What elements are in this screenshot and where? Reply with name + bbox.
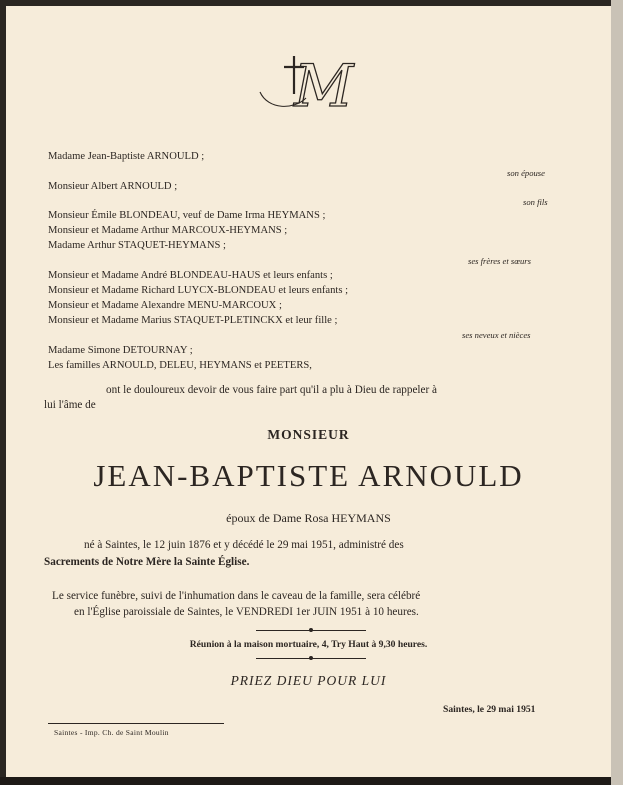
scan-edge-right <box>611 0 623 785</box>
mourner-line: Monsieur et Madame Alexandre MENU-MARCOUX ; <box>48 300 282 311</box>
announcement-text: lui l'âme de <box>44 399 96 411</box>
birth-death-text: né à Saintes, le 12 juin 1876 et y décédé le 29 mai 1951, administré des <box>84 539 404 551</box>
mourner-line: Madame Arthur STAQUET-HEYMANS ; <box>48 240 226 251</box>
mourner-line: Monsieur et Madame Richard LUYCX-BLONDEAU et leurs enfants ; <box>48 285 349 296</box>
place-date: Saintes, le 29 mai 1951 <box>443 704 536 715</box>
mourner-line: Monsieur et Madame André BLONDEAU-HAUS et leurs enfants ; <box>48 270 333 281</box>
service-text: en l'Église paroissiale de Saintes, le VENDREDI 1er JUIN 1951 à 10 heures. <box>74 606 419 618</box>
mourner-line: Monsieur Albert ARNOULD ; <box>48 181 178 192</box>
honorific: MONSIEUR <box>267 427 350 442</box>
scan-edge-bottom <box>0 777 611 785</box>
reunion-text: Réunion à la maison mortuaire, 4, Try Haut à 9,30 heures. <box>189 639 428 650</box>
cross-monogram <box>254 50 374 120</box>
relation-label: ses neveux et nièces <box>462 330 531 340</box>
mourner-line: Monsieur Émile BLONDEAU, veuf de Dame Irma HEYMANS ; <box>48 210 326 221</box>
service-text: Le service funèbre, suivi de l'inhumation dans le caveau de la famille, sera célébré <box>52 590 421 602</box>
printer-rule <box>48 723 224 724</box>
relation-label: son fils <box>523 197 548 207</box>
mourner-line: Madame Jean-Baptiste ARNOULD ; <box>48 151 205 162</box>
spouse-line: époux de Dame Rosa HEYMANS <box>226 511 391 525</box>
obituary-card <box>6 6 611 777</box>
announcement-text: ont le douloureux devoir de vous faire part qu'il a plu à Dieu de rappeler à <box>106 384 437 396</box>
printer-credit: Saintes - Imp. Ch. de Saint Moulin <box>54 728 169 737</box>
monogram-letter: M <box>294 52 354 120</box>
mourner-line: Les familles ARNOULD, DELEU, HEYMANS et PEETERS, <box>48 360 312 371</box>
mourner-line: Monsieur et Madame Marius STAQUET-PLETINCKX et leur fille ; <box>48 315 338 326</box>
deceased-name: JEAN-BAPTISTE ARNOULD <box>93 458 524 493</box>
separator-dot <box>309 656 313 660</box>
sacraments-text: Sacrements de Notre Mère la Sainte Église. <box>44 556 250 568</box>
relation-label: son épouse <box>507 168 545 178</box>
mourner-line: Madame Simone DETOURNAY ; <box>48 345 193 356</box>
relation-label: ses frères et sœurs <box>468 256 531 266</box>
separator-dot <box>309 628 313 632</box>
mourner-line: Monsieur et Madame Arthur MARCOUX-HEYMANS ; <box>48 225 288 236</box>
prayer-text: PRIEZ DIEU POUR LUI <box>230 673 387 688</box>
